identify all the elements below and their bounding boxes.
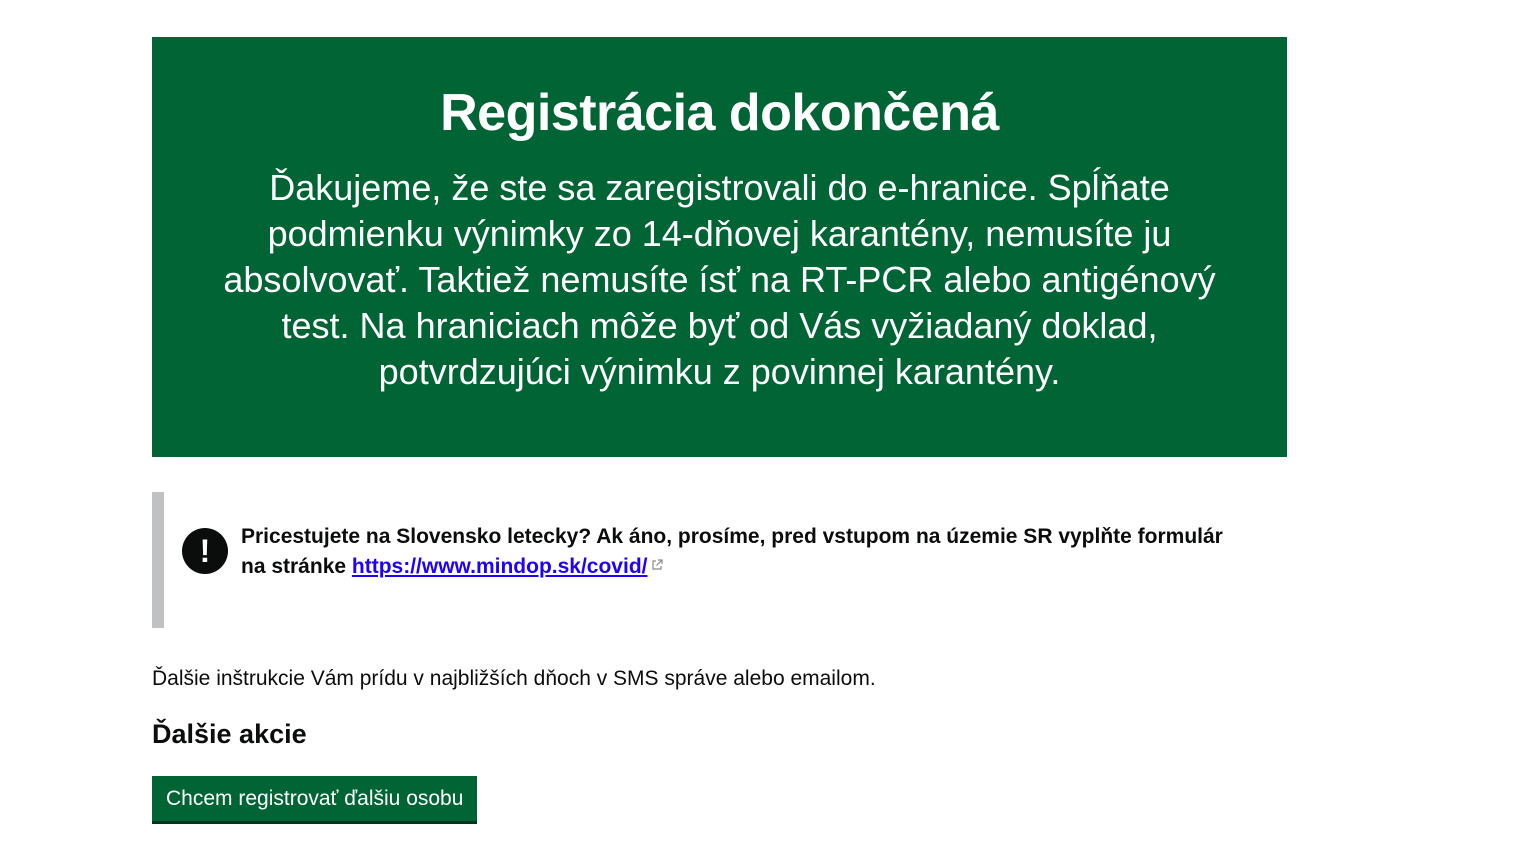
exclamation-icon: ! <box>182 528 228 574</box>
panel-body: Ďakujeme, že ste sa zaregistrovali do e-hranice. Spĺňate podmienku výnimky zo 14-dňovej karantény, nemusíte ju absolvovať. Taktiež nemusíte ísť na RT-PCR alebo antigénový test. Na hraniciach môže byť od Vás vyžiadaný doklad, potvrdzujúci výnimku z povinnej karantény. <box>223 167 1216 392</box>
warning-message: Pricestujete na Slovensko letecky? Ak áno, prosíme, pred vstupom na územie SR vyplňte formulár na stránke <box>241 525 1223 578</box>
panel-title: Registrácia dokončená <box>440 84 999 142</box>
info-text: Ďalšie inštrukcie Vám prídu v najbližších dňoch v SMS správe alebo emailom. <box>152 667 876 690</box>
external-link-icon <box>651 559 663 571</box>
warning-notice <box>152 492 1252 628</box>
warning-text <box>241 522 1251 582</box>
register-another-person-button[interactable]: Chcem registrovať ďalšiu osobu <box>152 776 477 824</box>
section-heading: Ďalšie akcie <box>152 719 307 749</box>
mindop-link[interactable]: https://www.mindop.sk/covid/ <box>351 555 648 578</box>
confirmation-panel <box>152 37 1287 457</box>
